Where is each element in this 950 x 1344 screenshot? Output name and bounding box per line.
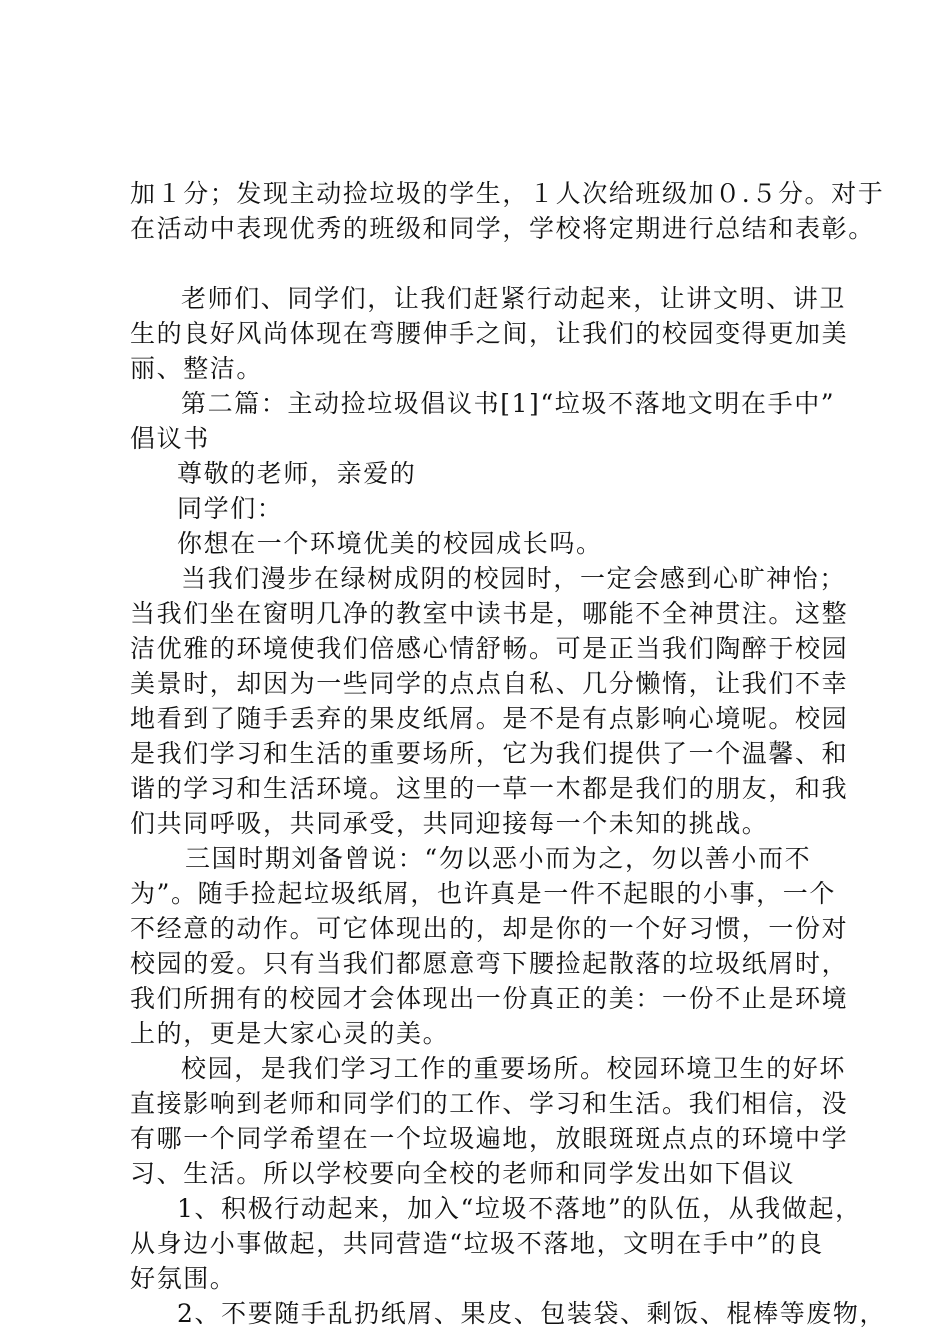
blank-line — [130, 246, 850, 281]
text-line: 有哪一个同学希望在一个垃圾遍地，放眼斑斑点点的环境中学 — [130, 1124, 849, 1153]
text-line: 上的，更是大家心灵的美。 — [130, 1019, 450, 1048]
text-line: 习、生活。所以学校要向全校的老师和同学发出如下倡议 — [130, 1159, 796, 1188]
text-line: 丽、整洁。 — [130, 354, 264, 383]
text-line: 好氛围。 — [130, 1264, 237, 1293]
text-line: 地看到了随手丢弃的果皮纸屑。是不是有点影响心境呢。校园 — [130, 704, 849, 733]
paragraph-start: 你想在一个环境优美的校园成长吗。 — [177, 529, 603, 558]
text-line: 洁优雅的环境使我们倍感心情舒畅。可是正当我们陶醉于校园 — [130, 634, 849, 663]
salutation: 尊敬的老师，亲爱的 — [177, 459, 417, 488]
paragraph-start: 老师们、同学们，让我们赶紧行动起来，让讲文明、讲卫 — [181, 284, 847, 313]
paragraph-start: 当我们漫步在绿树成阴的校园时，一定会感到心旷神怡； — [181, 564, 847, 593]
text-line: 直接影响到老师和同学们的工作、学习和生活。我们相信，没 — [130, 1089, 849, 1118]
section-heading: 第二篇：主动捡垃圾倡议书[1]“垃圾不落地文明在手中” — [181, 389, 836, 418]
text-line: 不经意的动作。可它体现出的，却是你的一个好习惯，一份对 — [130, 914, 849, 943]
text-line: 当我们坐在窗明几净的教室中读书是，哪能不全神贯注。这整 — [130, 599, 849, 628]
text-line: 为”。随手捡起垃圾纸屑，也许真是一件不起眼的小事，一个 — [130, 879, 836, 908]
salutation: 同学们： — [177, 494, 284, 523]
text-line: 生的良好风尚体现在弯腰伸手之间，让我们的校园变得更加美 — [130, 319, 849, 348]
text-line: 们共同呼吸，共同承受，共同迎接每一个未知的挑战。 — [130, 809, 769, 838]
list-item: 1、积极行动起来，加入“垃圾不落地”的队伍，从我做起， — [177, 1194, 862, 1223]
paragraph-start: 三国时期刘备曾说：“勿以恶小而为之，勿以善小而不 — [185, 844, 812, 873]
text-line: 我们所拥有的校园才会体现出一份真正的美：一份不止是环境 — [130, 984, 849, 1013]
text-line: 美景时，却因为一些同学的点点自私、几分懒惰，让我们不幸 — [130, 669, 849, 698]
section-heading-continued: 倡议书 — [130, 424, 210, 453]
document-body — [130, 176, 887, 1331]
text-line: 校园的爱。只有当我们都愿意弯下腰捡起散落的垃圾纸屑时， — [130, 949, 849, 978]
text-line: 在活动中表现优秀的班级和同学，学校将定期进行总结和表彰。 — [130, 214, 875, 243]
paragraph-start: 校园，是我们学习工作的重要场所。校园环境卫生的好坏 — [181, 1054, 847, 1083]
text-line: 加１分；发现主动捡垃圾的学生，１人次给班级加０.５分。对于 — [130, 179, 885, 208]
list-item: 2、不要随手乱扔纸屑、果皮、包装袋、剩饭、棍棒等废物， — [177, 1299, 887, 1328]
text-line: 从身边小事做起，共同营造“垃圾不落地，文明在手中”的良 — [130, 1229, 824, 1258]
text-line: 谐的学习和生活环境。这里的一草一木都是我们的朋友，和我 — [130, 774, 849, 803]
text-line: 是我们学习和生活的重要场所，它为我们提供了一个温馨、和 — [130, 739, 849, 768]
